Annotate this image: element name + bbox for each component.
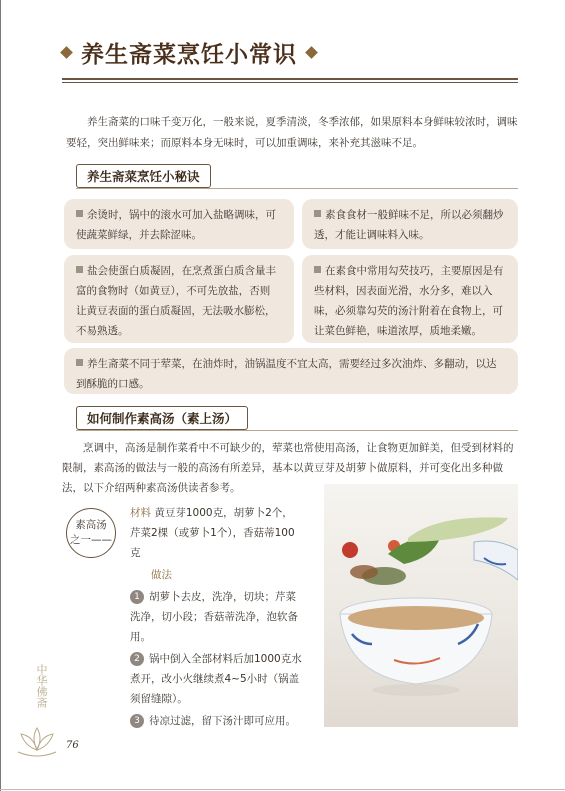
tip-text: 在素食中常用勾芡技巧，主要原因是有些材料，因表面光滑，水分多，难以入味，必须靠勾芡的汤汁附着在食物上，可让菜色鲜艳，味道浓厚，质地柔嫩。 <box>314 265 504 337</box>
recipe-content <box>130 503 302 731</box>
diamond-icon <box>305 46 318 59</box>
recipe-step <box>130 649 302 709</box>
title-rule <box>62 78 518 80</box>
tip-text: 盐会使蛋白质凝固，在烹煮蛋白质含量丰富的食物时（如黄豆），不可先放盐，否则让黄豆表面的蛋白质凝固，无法吸水膨松，不易熟透。 <box>76 265 276 337</box>
square-bullet-icon <box>76 266 83 273</box>
recipe-badge-line2: 之一—— <box>70 534 112 546</box>
ingredients-label: 材料 <box>130 507 151 519</box>
method-label: 做法 <box>151 569 172 581</box>
step-number-icon: 3 <box>130 714 144 728</box>
tip-card <box>302 255 518 343</box>
broth-intro-paragraph: 烹调中，高汤是制作菜肴中不可缺少的，荤菜也常使用高汤，让食物更加鲜美，但受到材料的限制，素高汤的做法与一般的高汤有所差异，基本以黄豆芽及胡萝卜做原料，并可变化出多种做法，以下介绍两种素高汤供读者参考。 <box>62 442 514 494</box>
step-number-icon: 1 <box>130 590 144 604</box>
step-number-icon: 2 <box>130 652 144 666</box>
page-title <box>62 34 316 70</box>
page-number: 76 <box>66 740 79 751</box>
recipe-step <box>130 711 302 731</box>
diamond-icon <box>60 46 73 59</box>
recipe-badge-line1: 素高汤 <box>75 519 107 531</box>
recipe-badge <box>66 508 116 558</box>
tip-card <box>302 199 518 249</box>
lotus-icon <box>14 722 60 762</box>
page-bottom-edge <box>0 789 565 790</box>
step-text: 锅中倒入全部材料后加1000克水煮开，改小火继续煮4~5小时（锅盖须留缝隙）。 <box>130 653 302 705</box>
section-underline <box>76 188 518 189</box>
square-bullet-icon <box>314 266 321 273</box>
tip-text: 养生斋菜不同于荤菜，在油炸时，油锅温度不宜太高，需要经过多次油炸、多翻动，以达到酥脆的口感。 <box>76 358 497 390</box>
recipe-step <box>130 587 302 647</box>
tip-text: 素食食材一般鲜味不足，所以必须翻炒透，才能让调味料入味。 <box>314 209 504 241</box>
square-bullet-icon <box>76 210 83 217</box>
title-rule-thin <box>62 82 518 83</box>
tip-card <box>64 199 294 249</box>
broth-bowl-photo <box>324 484 518 727</box>
section-underline <box>76 430 518 431</box>
tip-card <box>64 255 294 343</box>
tip-text: 余烫时，锅中的滚水可加入盐略调味，可使蔬菜鲜绿，并去除涩味。 <box>76 209 276 241</box>
recipe-ingredients <box>130 503 302 563</box>
step-text: 待凉过滤，留下汤汁即可应用。 <box>149 715 296 727</box>
section-heading-tips: 养生斋菜烹饪小秘诀 <box>76 164 211 188</box>
page-title-text: 养生斋菜烹饪小常识 <box>81 40 297 68</box>
ingredients-text: 黄豆芽1000克，胡萝卜2个，芹菜2棵（或萝卜1个），香菇蒂100克 <box>130 507 295 559</box>
step-text: 胡萝卜去皮，洗净，切块；芹菜洗净，切小段；香菇蒂洗净，泡软备用。 <box>130 591 298 643</box>
tip-card <box>64 348 518 394</box>
page-left-edge <box>0 0 1 791</box>
square-bullet-icon <box>76 359 83 366</box>
broth-bowl-illustration <box>324 484 518 727</box>
intro-paragraph: 养生斋菜的口味千变万化，一般来说，夏季清淡，冬季浓郁，如果原料本身鲜味较浓时，调味要轻，突出鲜味来；而原料本身无味时，可以加重调味，来补充其滋味不足。 <box>66 116 518 149</box>
side-watermark: 中华佛斋 <box>35 664 48 708</box>
square-bullet-icon <box>314 210 321 217</box>
section-heading-broth: 如何制作素高汤（素上汤） <box>76 406 248 430</box>
